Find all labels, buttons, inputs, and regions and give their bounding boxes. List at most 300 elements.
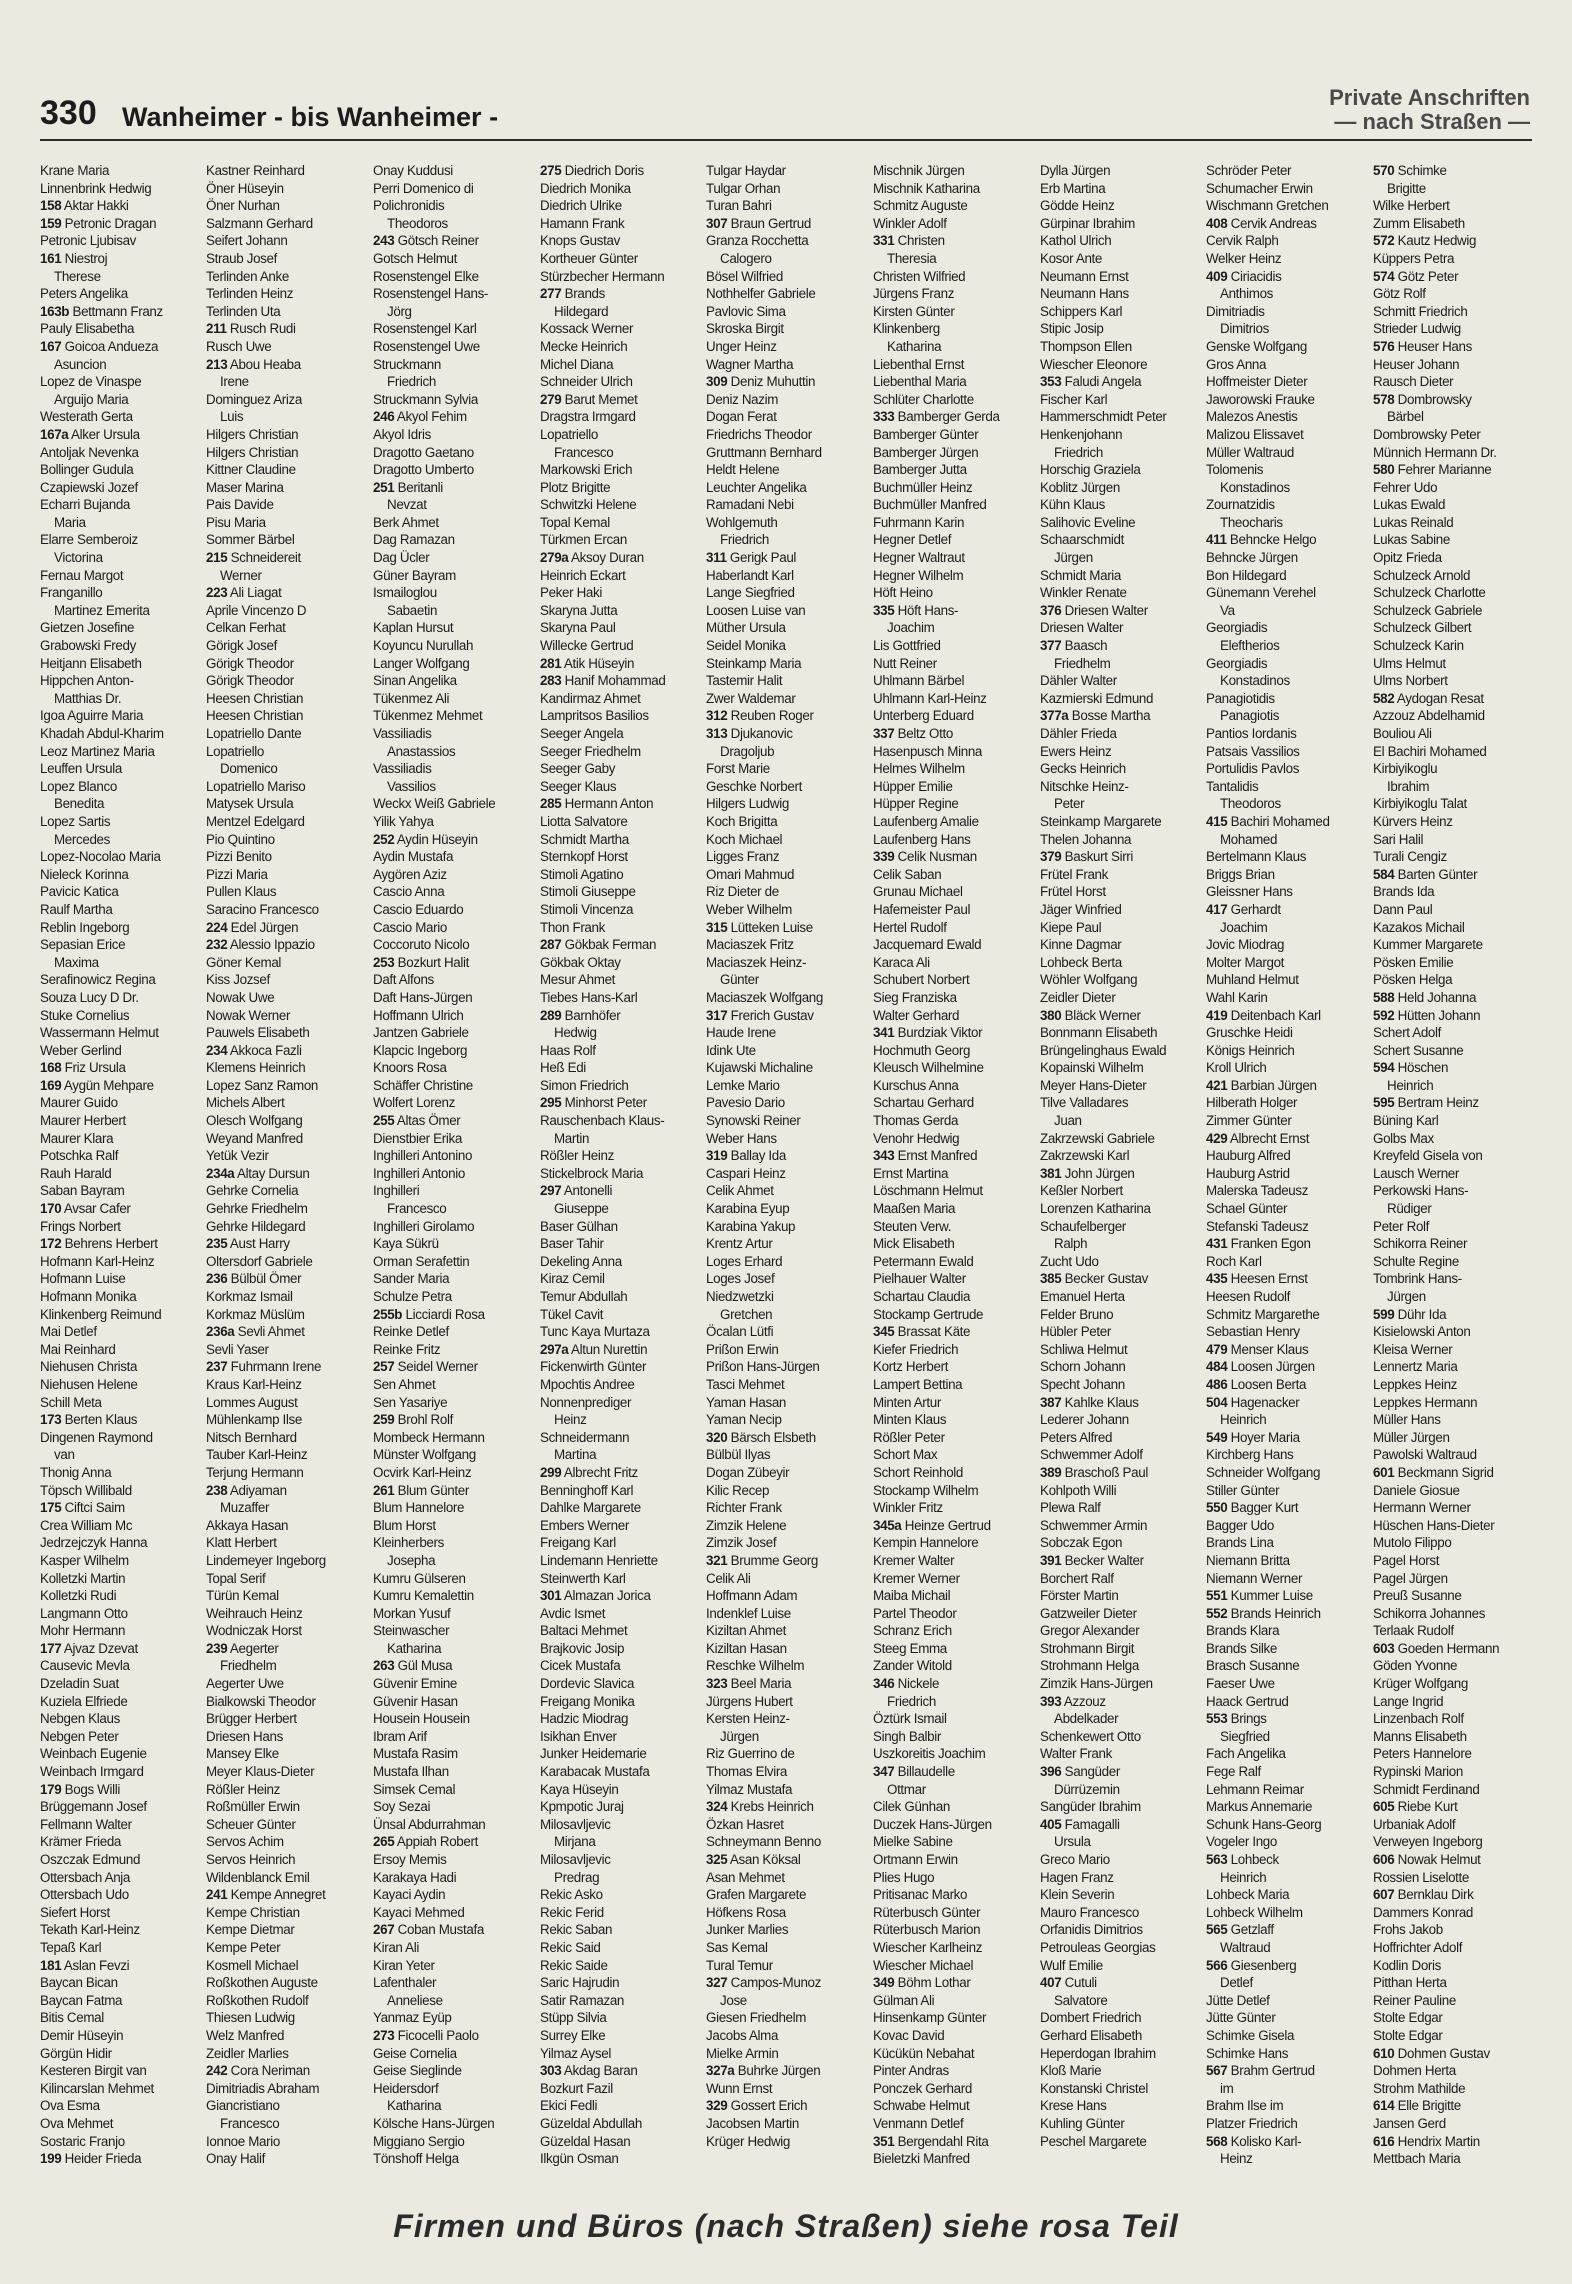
- directory-entry: Kiran Yeter: [373, 1957, 435, 1973]
- house-number: 241: [206, 1887, 228, 1903]
- directory-entry: Bagger Udo: [1206, 1517, 1274, 1533]
- directory-entry: Onay Halif: [206, 2151, 266, 2167]
- directory-entry: Langer Wolfgang: [373, 655, 470, 671]
- directory-entry: Linnenbrink Hedwig: [40, 180, 152, 196]
- house-number: 323: [706, 1676, 728, 1692]
- directory-entry: Kremer Walter: [873, 1552, 955, 1568]
- directory-entry: Kreyfeld Gisela von: [1373, 1148, 1483, 1164]
- directory-entry: Straub Josef: [206, 250, 277, 266]
- directory-entry: Preuß Susanne: [1373, 1588, 1462, 1604]
- directory-entry: Tauber Karl-Heinz: [206, 1447, 308, 1463]
- directory-entry: Perri Domenico di: [373, 180, 474, 196]
- directory-entry: Gregor Alexander: [1040, 1623, 1140, 1639]
- directory-entry: Dähler Frieda: [1040, 726, 1117, 741]
- directory-entry-continuation: Victorina: [54, 550, 103, 566]
- directory-entry: Bouliou Ali: [1373, 726, 1432, 741]
- house-number: 161: [40, 250, 62, 266]
- house-number: 168: [40, 1060, 62, 1076]
- house-number: 236a: [206, 1324, 235, 1340]
- house-number: 320: [706, 1429, 728, 1445]
- directory-entry: Zeidler Dieter: [1040, 989, 1116, 1005]
- directory-entry: 580 Fehrer Marianne: [1373, 462, 1492, 478]
- directory-entry: Pitthan Herta: [1373, 1975, 1447, 1991]
- directory-entry: 320 Bärsch Elsbeth: [706, 1429, 816, 1445]
- house-number: 321: [706, 1552, 728, 1568]
- house-number: 385: [1040, 1271, 1062, 1287]
- directory-entry-continuation: Rüdiger: [1387, 1201, 1432, 1217]
- directory-entry: Strohmann Helga: [1040, 1658, 1139, 1674]
- directory-entry: Schulzeck Karin: [1373, 638, 1464, 654]
- directory-entry: Öztürk Ismail: [873, 1711, 947, 1727]
- directory-entry: Surrey Elke: [540, 2027, 606, 2043]
- directory-entry-continuation: Jürgen: [720, 1728, 759, 1744]
- directory-entry-continuation: Eleftherios: [1220, 638, 1280, 654]
- directory-entry: Schubert Norbert: [873, 972, 970, 988]
- directory-entry: Kempe Peter: [206, 1939, 281, 1955]
- directory-entry: Granza Rocchetta: [706, 233, 809, 249]
- directory-entry: Saric Hajrudin: [540, 1975, 620, 1991]
- directory-entry: Diedrich Ulrike: [540, 198, 622, 214]
- directory-entry: Schulzeck Gabriele: [1373, 602, 1483, 618]
- directory-entry: Pösken Emilie: [1373, 954, 1454, 970]
- directory-entry: Kücükün Nebahat: [873, 2045, 975, 2061]
- directory-entry: Terlaak Rudolf: [1373, 1623, 1454, 1639]
- directory-entry: Czapiewski Jozef: [40, 479, 138, 495]
- house-number: 181: [40, 1957, 62, 1973]
- house-number: 381: [1040, 1165, 1062, 1181]
- directory-entry: Strieder Ludwig: [1373, 321, 1461, 337]
- directory-entry: Unger Heinz: [706, 338, 777, 354]
- directory-entry: Pagel Horst: [1373, 1552, 1440, 1568]
- directory-entry: 574 Götz Peter: [1373, 268, 1459, 284]
- directory-entry: Bamberger Jutta: [873, 462, 967, 478]
- directory-entry: Freigang Monika: [540, 1693, 635, 1709]
- directory-entry: Leuchter Angelika: [706, 479, 807, 495]
- directory-entry: Maurer Klara: [40, 1130, 114, 1146]
- directory-entry: Ova Esma: [40, 2098, 100, 2114]
- directory-entry: 337 Beltz Otto: [873, 726, 953, 741]
- house-number: 170: [40, 1201, 62, 1217]
- directory-entry: Kiran Ali: [373, 1939, 419, 1955]
- directory-entry: 408 Cervik Andreas: [1206, 215, 1317, 231]
- directory-entry-continuation: Va: [1220, 602, 1235, 618]
- directory-entry: Bertelmann Klaus: [1206, 849, 1307, 865]
- house-number: 243: [373, 233, 395, 249]
- house-number: 199: [40, 2151, 62, 2167]
- directory-entry: Loosen Luise van: [706, 602, 806, 618]
- directory-entry: Mettbach Maria: [1373, 2151, 1461, 2167]
- directory-entry: Geise Sieglinde: [373, 2063, 462, 2079]
- directory-entry: Sangüder Ibrahim: [1040, 1799, 1141, 1815]
- section-title: [1329, 86, 1530, 134]
- directory-entry-continuation: Josepha: [387, 1552, 436, 1568]
- house-number: 409: [1206, 268, 1228, 284]
- directory-entry: Lukas Reinald: [1373, 514, 1454, 530]
- directory-entry: Rosenstengel Elke: [373, 268, 479, 284]
- directory-entry: Tunc Kaya Murtaza: [540, 1324, 650, 1340]
- directory-entry: Seeger Gaby: [540, 761, 616, 777]
- directory-entry: Nitsch Bernhard: [206, 1429, 297, 1445]
- directory-entry: Reiner Pauline: [1373, 1992, 1456, 2008]
- directory-entry: Krane Maria: [40, 163, 110, 178]
- directory-entry: Servos Heinrich: [206, 1852, 296, 1867]
- house-number: 605: [1373, 1799, 1395, 1815]
- directory-entry: 405 Famagalli: [1040, 1816, 1120, 1832]
- directory-entry: Kosmell Michael: [206, 1957, 299, 1973]
- directory-entry: Tolomenis: [1206, 462, 1264, 478]
- directory-entry: 232 Alessio Ippazio: [206, 937, 315, 953]
- directory-entry: Ersoy Memis: [373, 1852, 447, 1867]
- directory-entry: 595 Bertram Heinz: [1373, 1095, 1479, 1111]
- directory-entry: Lindemann Henriette: [540, 1552, 658, 1568]
- directory-entry: 251 Beritanli: [373, 479, 443, 495]
- directory-entry: Öcalan Lütfi: [706, 1324, 774, 1340]
- directory-entry: Struckmann: [373, 356, 441, 372]
- directory-entry: Kiziltan Hasan: [706, 1640, 787, 1656]
- directory-entry: Pais Davide: [206, 497, 274, 513]
- directory-entry: Wagner Martha: [706, 356, 794, 372]
- directory-entry: Lukas Sabine: [1373, 532, 1450, 548]
- directory-entry: Weber Gerlind: [40, 1042, 122, 1058]
- directory-entry: Schert Adolf: [1373, 1025, 1442, 1041]
- directory-entry: Mohr Hermann: [40, 1623, 126, 1639]
- directory-entry: Yilmaz Aysel: [540, 2045, 611, 2061]
- directory-entry: 592 Hütten Johann: [1373, 1007, 1481, 1023]
- directory-entry: Fickenwirth Günter: [540, 1359, 647, 1375]
- directory-entry: 409 Ciriacidis: [1206, 268, 1282, 284]
- directory-entry: Dingenen Raymond: [40, 1429, 153, 1445]
- directory-entry: 173 Berten Klaus: [40, 1412, 138, 1428]
- directory-entry: Cascio Eduardo: [373, 901, 464, 917]
- directory-entry: 565 Getzlaff: [1206, 1922, 1274, 1938]
- directory-entry: Maiba Michail: [873, 1588, 951, 1604]
- directory-entry: Heß Edi: [540, 1060, 586, 1076]
- page-number: 330: [40, 94, 97, 132]
- directory-entry: Celik Ahmet: [706, 1183, 774, 1199]
- directory-entry: Kloß Marie: [1040, 2063, 1102, 2079]
- directory-entry: Klemens Heinrich: [206, 1060, 306, 1076]
- directory-entry: Stimoli Agatino: [540, 866, 624, 882]
- directory-entry: Göden Yvonne: [1373, 1658, 1458, 1674]
- directory-entry: 199 Heider Frieda: [40, 2151, 142, 2167]
- directory-entry: Hoffmann Adam: [706, 1588, 798, 1604]
- directory-entry: Thelen Johanna: [1040, 831, 1132, 847]
- directory-entry: Skaryna Jutta: [540, 602, 618, 618]
- directory-entry: Walter Gerhard: [873, 1007, 960, 1023]
- directory-entry: Zander Witold: [873, 1658, 952, 1674]
- directory-entry: Gleissner Hans: [1206, 884, 1293, 900]
- directory-entry-continuation: Friedrich: [887, 1693, 936, 1709]
- directory-entry-continuation: Heinrich: [1387, 1077, 1434, 1093]
- directory-entry: 570 Schimke: [1373, 163, 1447, 178]
- directory-entry: Pizzi Benito: [206, 849, 272, 865]
- directory-entry: Morkan Yusuf: [373, 1605, 451, 1621]
- directory-entry: 234a Altay Dursun: [206, 1165, 310, 1181]
- directory-entry: Polichronidis: [373, 198, 445, 214]
- directory-entry: 486 Loosen Berta: [1206, 1376, 1307, 1392]
- directory-entry: Michels Albert: [206, 1095, 285, 1111]
- directory-entry: Mentzel Edelgard: [206, 813, 305, 829]
- directory-entry: Daft Alfons: [373, 972, 434, 988]
- directory-entry: Lohbeck Berta: [1040, 954, 1122, 970]
- directory-entry-continuation: Joachim: [887, 620, 935, 636]
- directory-entry: 333 Bamberger Gerda: [873, 409, 1000, 425]
- directory-entry: Kortz Herbert: [873, 1359, 949, 1375]
- directory-entry: Helmes Wilhelm: [873, 761, 965, 777]
- directory-entry-continuation: Siegfried: [1220, 1728, 1270, 1744]
- directory-entry: Kiraz Cemil: [540, 1271, 605, 1287]
- house-number: 345: [873, 1324, 895, 1340]
- house-number: 391: [1040, 1552, 1062, 1568]
- directory-entry: Baycan Bican: [40, 1975, 118, 1991]
- directory-entry: 563 Lohbeck: [1206, 1852, 1279, 1867]
- directory-entry: Buchmüller Heinz: [873, 479, 973, 495]
- directory-entry: Cicek Mustafa: [540, 1658, 621, 1674]
- directory-entry-continuation: Arguijo Maria: [54, 391, 129, 407]
- directory-entry: Felder Bruno: [1040, 1306, 1114, 1322]
- directory-entry: Riz Guerrino de: [706, 1746, 795, 1762]
- directory-entry-continuation: Luis: [220, 409, 244, 425]
- directory-entry: Sari Halil: [1373, 831, 1424, 847]
- directory-entry: 167 Goicoa Andueza: [40, 338, 159, 354]
- directory-entry: Fehrer Udo: [1373, 479, 1438, 495]
- directory-entry: Küppers Petra: [1373, 250, 1455, 266]
- directory-entry: Hilgers Ludwig: [706, 796, 789, 812]
- directory-entry: 606 Nowak Helmut: [1373, 1852, 1481, 1867]
- directory-entry: Kirchberg Hans: [1206, 1447, 1294, 1463]
- directory-entry: Koyuncu Nurullah: [373, 638, 474, 654]
- house-number: 175: [40, 1500, 62, 1516]
- directory-entry-continuation: Friedhelm: [220, 1658, 277, 1674]
- house-number: 261: [373, 1482, 395, 1498]
- directory-entry: 389 Braschoß Paul: [1040, 1464, 1148, 1480]
- house-number: 224: [206, 919, 228, 935]
- directory-entry: Rosenstengel Uwe: [373, 338, 480, 354]
- house-number: 345a: [873, 1517, 902, 1533]
- directory-entry: 287 Gökbak Ferman: [540, 937, 657, 953]
- directory-entry: Reblin Ingeborg: [40, 919, 130, 935]
- directory-column: [373, 162, 533, 2174]
- directory-entry: Haas Rolf: [540, 1042, 596, 1058]
- directory-entry: Tükenmez Mehmet: [373, 708, 483, 724]
- directory-entry: Koch Brigitta: [706, 813, 778, 829]
- house-number: 279: [540, 391, 562, 407]
- directory-entry: Schort Reinhold: [873, 1464, 964, 1480]
- directory-entry: Müller Hans: [1373, 1412, 1441, 1428]
- directory-entry: 238 Adiyaman: [206, 1482, 287, 1498]
- directory-entry-continuation: Brigitte: [1387, 180, 1426, 196]
- directory-entry: 391 Becker Walter: [1040, 1552, 1144, 1568]
- directory-entry-continuation: Friedhelm: [1054, 655, 1111, 671]
- directory-entry: 601 Beckmann Sigrid: [1373, 1464, 1494, 1480]
- directory-entry: Kirbiyikoglu Talat: [1373, 796, 1467, 812]
- directory-entry: Deniz Nazim: [706, 391, 779, 407]
- directory-entry-continuation: Martinez Emerita: [54, 602, 150, 618]
- directory-entry: Buchmüller Manfred: [873, 497, 987, 513]
- directory-entry: Maciaszek Wolfgang: [706, 989, 824, 1005]
- directory-entry: Pritisanac Marko: [873, 1887, 968, 1903]
- directory-entry: Bamberger Jürgen: [873, 444, 979, 460]
- directory-entry: Kayaci Mehmed: [373, 1904, 465, 1920]
- directory-entry-continuation: Benedita: [54, 796, 105, 812]
- directory-entry: Niehusen Helene: [40, 1376, 138, 1392]
- directory-entry: Kayaci Aydin: [373, 1887, 446, 1903]
- directory-entry: Dombert Friedrich: [1040, 2010, 1142, 2026]
- directory-entry: Hübler Peter: [1040, 1324, 1111, 1340]
- house-number: 281: [540, 655, 562, 671]
- directory-entry: Ulms Helmut: [1373, 655, 1446, 671]
- directory-entry: Jütte Detlef: [1206, 1992, 1270, 2008]
- directory-entry: 239 Aegerter: [206, 1640, 279, 1656]
- directory-column: [1206, 162, 1366, 2174]
- directory-entry: 307 Braun Gertrud: [706, 215, 811, 231]
- directory-entry: Krese Hans: [1040, 2098, 1107, 2114]
- directory-entry: 313 Djukanovic: [706, 726, 793, 741]
- directory-entry: Soy Sezai: [373, 1799, 431, 1815]
- house-number: 232: [206, 937, 228, 953]
- house-number: 343: [873, 1148, 895, 1164]
- directory-entry: Pielhauer Walter: [873, 1271, 966, 1287]
- directory-entry: Heuser Johann: [1373, 356, 1460, 372]
- directory-entry: Rekic Saide: [540, 1957, 608, 1973]
- directory-entry: Mutolo Filippo: [1373, 1535, 1452, 1551]
- house-number: 267: [373, 1922, 395, 1938]
- house-number: 421: [1206, 1077, 1228, 1093]
- directory-entry: Wolfert Lorenz: [373, 1095, 455, 1111]
- directory-entry-continuation: Dimitrios: [1220, 321, 1269, 337]
- directory-entry: 169 Aygün Mehpare: [40, 1077, 154, 1093]
- directory-entry-continuation: Friedrich: [720, 532, 769, 548]
- directory-entry: Sobczak Egon: [1040, 1535, 1123, 1551]
- directory-entry-continuation: Heinz: [554, 1412, 587, 1428]
- directory-entry: Peter Rolf: [1373, 1218, 1430, 1234]
- directory-entry: Mielke Armin: [706, 2045, 779, 2061]
- directory-entry: Rekic Ferid: [540, 1904, 604, 1920]
- house-number: 376: [1040, 602, 1062, 618]
- directory-entry: Hamann Frank: [540, 215, 625, 231]
- directory-entry: Driesen Hans: [206, 1728, 283, 1744]
- directory-entry: Wischmann Gretchen: [1206, 198, 1329, 214]
- house-number: 347: [873, 1764, 895, 1780]
- directory-entry: 346 Nickele: [873, 1676, 940, 1692]
- directory-entry: Wöhler Wolfgang: [1040, 972, 1138, 988]
- directory-entry: Inghilleri Girolamo: [373, 1218, 475, 1234]
- directory-entry-continuation: Dragoljub: [720, 743, 775, 759]
- house-number: 333: [873, 409, 895, 425]
- directory-entry: Steinkamp Margarete: [1040, 813, 1162, 829]
- directory-entry: Jürgens Hubert: [706, 1693, 793, 1709]
- directory-entry: Schort Max: [873, 1447, 938, 1463]
- directory-entry: Frings Norbert: [40, 1218, 121, 1234]
- directory-entry: Hilgers Christian: [206, 444, 299, 460]
- directory-entry: Satir Ramazan: [540, 1992, 625, 2008]
- directory-entry: Bülbül Ilyas: [706, 1447, 771, 1463]
- directory-entry: Gruttmann Bernhard: [706, 444, 822, 460]
- directory-entry: Sen Yasariye: [373, 1394, 448, 1410]
- directory-entry: Mick Elisabeth: [873, 1236, 955, 1252]
- directory-entry: Tükenmez Ali: [373, 690, 450, 706]
- directory-entry: Inghilleri Antonino: [373, 1148, 473, 1164]
- directory-entry: Nebgen Klaus: [40, 1711, 120, 1727]
- house-number: 380: [1040, 1007, 1062, 1023]
- house-number: 582: [1373, 690, 1395, 706]
- directory-entry: Lopatriello: [206, 743, 264, 759]
- directory-entry: Maurer Guido: [40, 1095, 118, 1111]
- directory-entry-continuation: Anthimos: [1220, 286, 1274, 302]
- directory-entry: Strohm Mathilde: [1373, 2080, 1466, 2096]
- directory-entry: 393 Azzouz: [1040, 1693, 1106, 1709]
- directory-entry: Kathol Ulrich: [1040, 233, 1112, 249]
- directory-column: [206, 162, 366, 2174]
- directory-entry: Koblitz Jürgen: [1040, 479, 1120, 495]
- directory-entry: Gietzen Josefine: [40, 620, 135, 636]
- directory-entry: Partel Theodor: [873, 1605, 957, 1621]
- directory-entry: Leuffen Ursula: [40, 761, 122, 777]
- directory-entry: Zimzik Helene: [706, 1517, 787, 1533]
- directory-entry-continuation: Werner: [220, 567, 262, 583]
- directory-entry: Rekic Said: [540, 1939, 601, 1955]
- directory-entry: Schmitz Margarethe: [1206, 1306, 1320, 1322]
- directory-entry: Lemke Mario: [706, 1077, 780, 1093]
- directory-entry: Kürvers Heinz: [1373, 813, 1453, 829]
- directory-entry: Petrouleas Georgias: [1040, 1939, 1156, 1955]
- directory-entry: Ulms Norbert: [1373, 673, 1448, 689]
- directory-entry: 421 Barbian Jürgen: [1206, 1077, 1317, 1093]
- house-number: 315: [706, 919, 728, 935]
- directory-entry: Akkaya Hasan: [206, 1517, 289, 1533]
- house-number: 257: [373, 1359, 395, 1375]
- directory-entry: Müller Waltraud: [1206, 444, 1295, 460]
- directory-entry: Jantzen Gabriele: [373, 1025, 469, 1041]
- directory-entry: Niehusen Christa: [40, 1359, 138, 1375]
- directory-entry: Schmidt Maria: [1040, 567, 1122, 583]
- house-number: 570: [1373, 163, 1395, 178]
- house-number: 574: [1373, 268, 1395, 284]
- directory-entry: Hoffmeister Dieter: [1206, 374, 1308, 390]
- directory-entry: Dimitriadis: [1206, 303, 1265, 319]
- directory-entry: Höfkens Rosa: [706, 1904, 786, 1920]
- directory-entry: Verweyen Ingeborg: [1373, 1834, 1483, 1850]
- directory-entry: Kiepe Paul: [1040, 919, 1102, 935]
- directory-entry: 181 Aslan Fevzi: [40, 1957, 130, 1973]
- directory-entry: Wulf Emilie: [1040, 1957, 1103, 1973]
- house-number: 234: [206, 1042, 228, 1058]
- directory-entry: Mpochtis Andree: [540, 1376, 635, 1392]
- directory-entry: Kosor Ante: [1040, 250, 1103, 266]
- directory-entry: Scheuer Günter: [206, 1816, 296, 1832]
- directory-entry: Höft Heino: [873, 585, 933, 601]
- directory-entry: 175 Ciftci Saim: [40, 1500, 125, 1516]
- house-number: 169: [40, 1077, 62, 1093]
- directory-entry-continuation: Peter: [1054, 796, 1085, 812]
- directory-entry-continuation: Therese: [54, 268, 101, 284]
- directory-entry: Heperdogan Ibrahim: [1040, 2045, 1156, 2061]
- directory-entry: Urbaniak Adolf: [1373, 1816, 1456, 1832]
- house-number: 235: [206, 1236, 228, 1252]
- directory-entry: Münnich Hermann Dr.: [1373, 444, 1497, 460]
- directory-entry: Franganillo: [40, 585, 103, 601]
- directory-entry: Diedrich Monika: [540, 180, 631, 196]
- directory-entry: Dähler Walter: [1040, 673, 1117, 689]
- directory-entry: Schorn Johann: [1040, 1359, 1126, 1375]
- directory-entry: Hammerschmidt Peter: [1040, 409, 1167, 425]
- directory-entry: Schliwa Helmut: [1040, 1341, 1128, 1357]
- directory-entry: Sommer Bärbel: [206, 532, 295, 548]
- directory-entry: Yanmaz Eyüp: [373, 2010, 452, 2026]
- directory-entry: Uhlmann Bärbel: [873, 673, 965, 689]
- directory-entry: Kempin Hannelore: [873, 1535, 979, 1551]
- directory-entry: Pio Quintino: [206, 831, 275, 847]
